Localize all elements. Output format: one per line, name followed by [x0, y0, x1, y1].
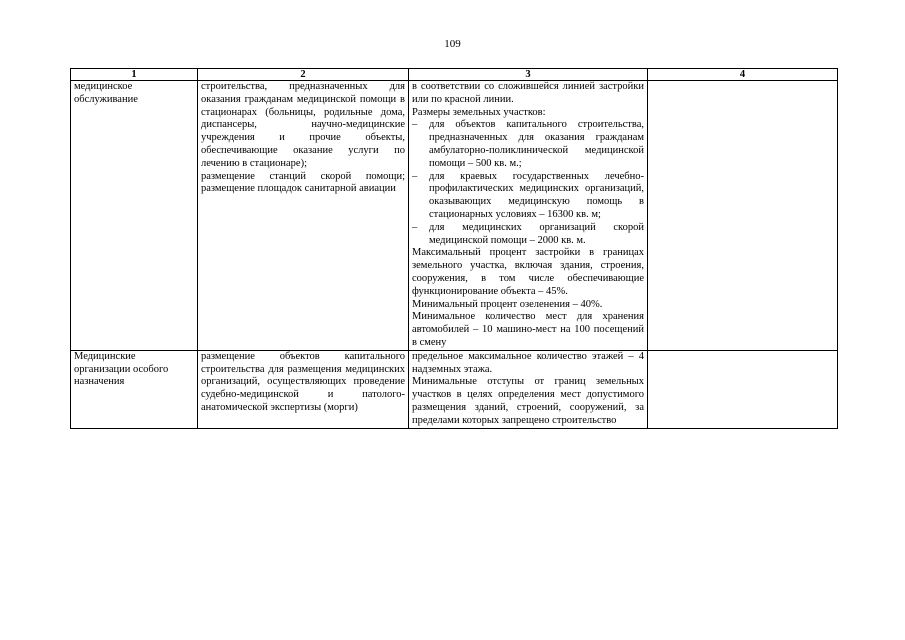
list-item: [412, 222, 644, 248]
row2-use-type: [71, 350, 198, 428]
list-item: [412, 119, 644, 170]
row1-notes: [648, 81, 838, 351]
dash-marker: –: [412, 119, 418, 131]
column-header-3: 3: [409, 69, 648, 81]
row1-parameters: [409, 81, 648, 351]
row1-parameters-intro-1: в соответствии со сложившейся линией застройки или по красной линии.: [412, 81, 644, 105]
table-row: [71, 350, 838, 428]
row1-use-type: [71, 81, 198, 351]
list-item-text: для медицинских организаций скорой медицинской помощи – 2000 кв. м.: [429, 221, 644, 246]
row2-description: [198, 350, 409, 428]
land-use-table: [70, 68, 838, 429]
list-item: [412, 171, 644, 222]
table-header-row: [71, 69, 838, 81]
column-header-1: 1: [71, 69, 198, 81]
row1-description-para-1: строительства, предназначенных для оказания гражданам медицинской помощи в стационарах (больницы, родильные дома, диспансеры, научно-медицинские учреждения и прочие объекты, обеспечивающие оказание услуги по лечению в стационаре);: [201, 81, 405, 169]
row2-parameters: [409, 350, 648, 428]
column-header-4: 4: [648, 69, 838, 81]
column-header-2: 2: [198, 69, 409, 81]
row1-parameters-outro-2: Минимальный процент озеленения – 40%.: [412, 298, 603, 310]
row2-parameters-para-1: предельное максимальное количество этажей – 4 надземных этажа.: [412, 350, 644, 375]
table-row: [71, 81, 838, 351]
plot-size-list: [412, 119, 644, 247]
row2-notes: [648, 350, 838, 428]
row2-use-type-text: Медицинские организации особого назначения: [74, 350, 169, 388]
dash-marker: –: [412, 170, 418, 182]
row2-description-para-1: размещение объектов капитального строительства для размещения медицинских организаций, осуществляющих проведение судебно-медицинской и патолого-анатомической экспертизы (морги): [201, 350, 405, 413]
row2-parameters-para-2: Минимальные отступы от границ земельных участков в целях определения мест допустимого размещения зданий, строений, сооружений, за пределами которых запрещено строительство: [412, 376, 644, 426]
list-item-text: для объектов капитального строительства, предназначенных для оказания гражданам амбулаторно-поликлинической медицинской помощи – 500 кв. м.;: [429, 119, 644, 169]
row1-parameters-intro-2: Размеры земельных участков:: [412, 106, 546, 118]
row1-parameters-outro-1: Максимальный процент застройки в границах земельного участка, включая здания, строения, сооружения, в том числе обеспечивающие функционирование объекта – 45%.: [412, 247, 644, 297]
row1-description: [198, 81, 409, 351]
page-number: 109: [444, 38, 461, 50]
dash-marker: –: [412, 221, 418, 233]
list-item-text: для краевых государственных лечебно-профилактических медицинских организаций, оказывающих медицинскую помощь в стационарных условиях – 16300 кв. м;: [429, 170, 644, 220]
row1-description-para-2: размещение станций скорой помощи; размещение площадок санитарной авиации: [201, 170, 405, 195]
row1-use-type-text: медицинское обслуживание: [74, 81, 138, 105]
row1-parameters-outro-3: Минимальное количество мест для хранения автомобилей – 10 машино-мест на 100 посещений в смену: [412, 311, 644, 348]
